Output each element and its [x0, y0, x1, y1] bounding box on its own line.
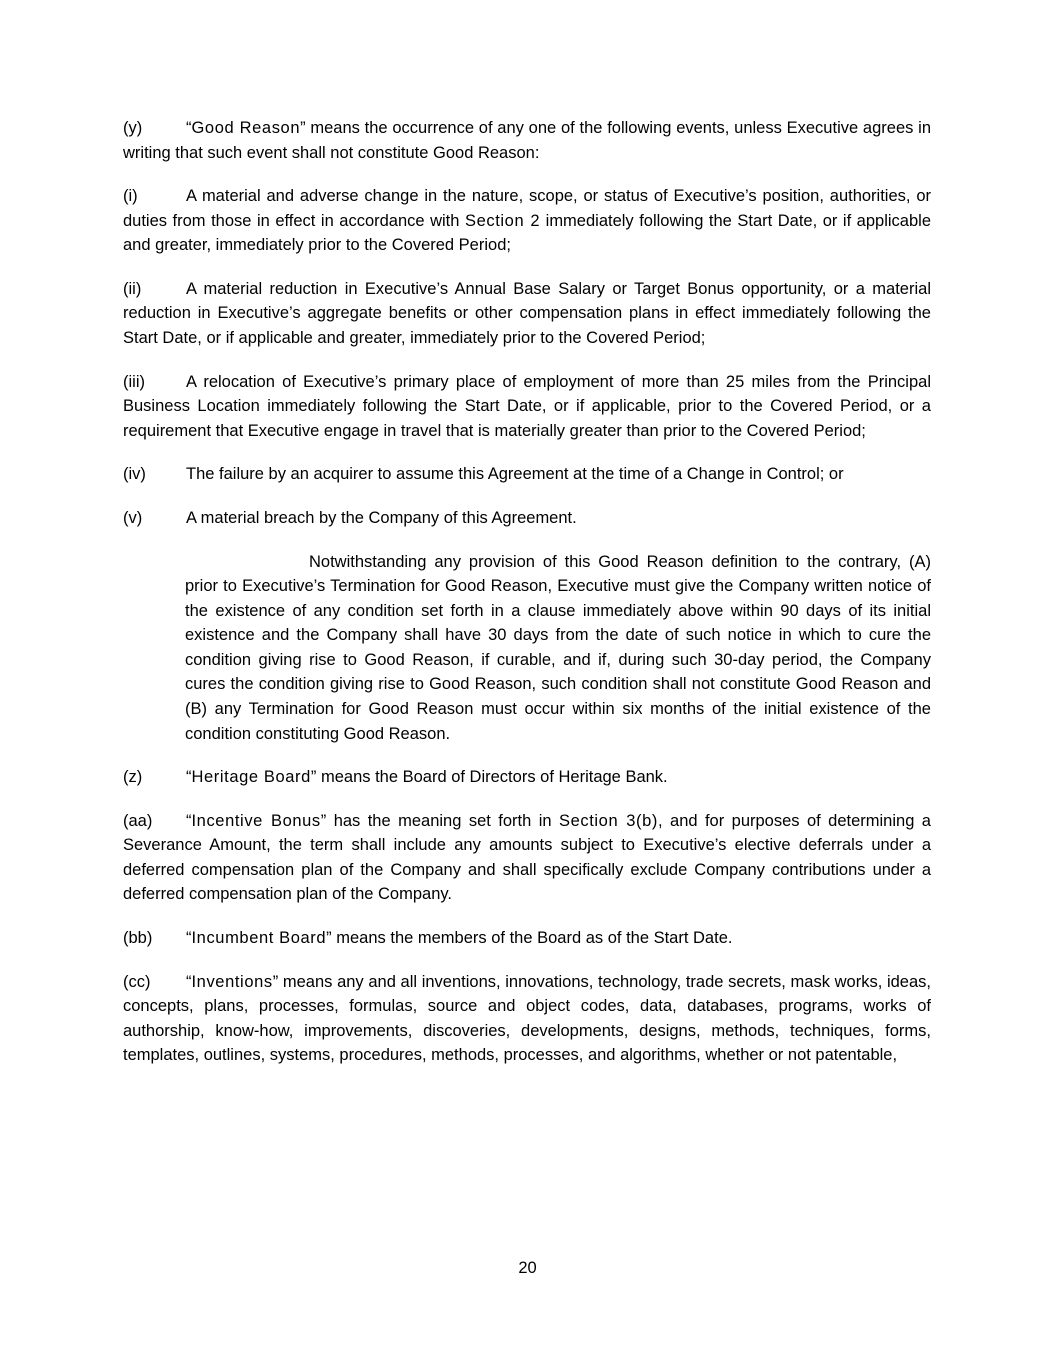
defined-term: Inventions: [191, 972, 273, 991]
paragraph-text: “: [186, 811, 192, 830]
paragraph-text: “: [186, 972, 192, 991]
paragraph-text: immediately following the Start Date, or if applicable and greater, immediately prior to the Covered Period;: [123, 211, 931, 255]
paragraph-label: (cc): [123, 972, 151, 991]
paragraph-text: “: [186, 119, 192, 137]
definition-paragraph: [123, 506, 931, 531]
paragraph-text: “: [186, 768, 192, 787]
paragraph-label: (bb): [123, 929, 153, 948]
definition-paragraph: [123, 184, 931, 258]
defined-term: Good Reason: [191, 119, 301, 137]
paragraph-text: ” means the members of the Board as of the Start Date.: [326, 929, 733, 948]
paragraph-label: (aa): [123, 811, 153, 830]
document-body: [123, 116, 931, 1087]
paragraph-text: A relocation of Executive’s primary place of employment of more than 25 miles from the Principal Business Location immediately following the Start Date, or if applicable, prior to the Covered Period, or a requirement that Executive engage in travel that is materially greater than prior to the Covered Period;: [123, 372, 931, 440]
definition-paragraph: [123, 462, 931, 487]
paragraph-label: (iii): [123, 372, 145, 391]
definition-paragraph: [123, 116, 931, 165]
paragraph-text: ” means the occurrence of any one of the following events, unless Executive agrees in writing that such event shall not constitute Good Reason:: [123, 119, 931, 162]
definition-paragraph: [123, 970, 931, 1068]
paragraph-text: “: [186, 929, 192, 948]
defined-term: Section 3(b): [558, 811, 658, 830]
paragraph-text: A material breach by the Company of this Agreement.: [186, 508, 577, 527]
paragraph-label: (z): [123, 768, 143, 787]
page-number: 20: [518, 1259, 537, 1277]
defined-term: Incumbent Board: [191, 929, 327, 948]
note-paragraph: [185, 550, 931, 747]
definition-paragraph: [123, 809, 931, 907]
paragraph-text: , and for purposes of determining a Severance Amount, the term shall include any amounts subject to Executive’s elective deferrals under a deferred compensation plan of the Company and shall specifically exclude Company contributions under a deferred compensation plan of the Company.: [123, 811, 931, 904]
paragraph-text: ” means any and all inventions, innovations, technology, trade secrets, mask works, ideas, concepts, plans, processes, formulas, source and object codes, data, databases, programs, works of authorship, know-how, improvements, discoveries, developments, designs, methods, techniques, forms, templates, outlines, systems, procedures, methods, processes, and algorithms, whether or not patentable,: [123, 972, 931, 1065]
paragraph-label: (iv): [123, 465, 146, 484]
definition-paragraph: [123, 277, 931, 351]
defined-term: Incentive Bonus: [191, 811, 321, 830]
paragraph-text: The failure by an acquirer to assume this Agreement at the time of a Change in Control; or: [186, 465, 844, 484]
paragraph-text: A material and adverse change in the nature, scope, or status of Executive’s position, authorities, or duties from those in effect in accordance with: [123, 187, 931, 230]
defined-term: Section 2: [464, 211, 541, 230]
definition-paragraph: [123, 370, 931, 444]
definition-paragraph: [123, 926, 931, 951]
paragraph-text: ” has the meaning set forth in: [320, 811, 559, 830]
paragraph-text: ” means the Board of Directors of Heritage Bank.: [310, 768, 668, 787]
paragraph-text: Notwithstanding any provision of this Good Reason definition to the contrary, (A) prior to Executive’s Termination for Good Reason, Executive must give the Company written notice of the existence of any condition set forth in a clause immediately above within 90 days of its initial existence and the Company shall have 30 days from the date of such notice in which to cure the condition giving rise to Good Reason, if curable, and if, during such 30-day period, the Company cures the condition giving rise to Good Reason, such condition shall not constitute Good Reason and (B) any Termination for Good Reason must occur within six months of the initial existence of the condition constituting Good Reason.: [185, 552, 931, 743]
defined-term: Heritage Board: [191, 768, 311, 787]
paragraph-label: (ii): [123, 279, 142, 298]
paragraph-label: (v): [123, 508, 143, 527]
paragraph-label: (i): [123, 187, 138, 206]
definition-paragraph: [123, 765, 931, 790]
paragraph-label: (y): [123, 119, 143, 137]
paragraph-text: A material reduction in Executive’s Annual Base Salary or Target Bonus opportunity, or a material reduction in Executive’s aggregate benefits or other compensation plans in effect immediately following the Start Date, or if applicable and greater, immediately prior to the Covered Period;: [123, 279, 931, 348]
